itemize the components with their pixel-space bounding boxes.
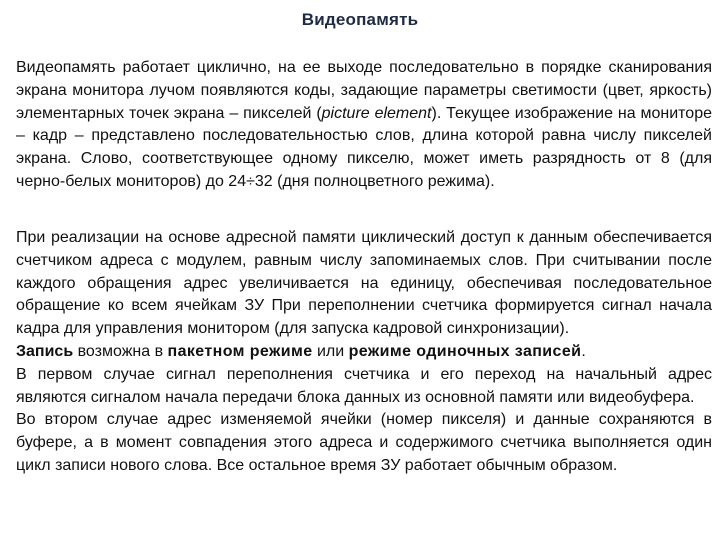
p2-write-modes-line (16, 341, 712, 364)
paragraph-2 (16, 227, 712, 478)
slide-title: Видеопамять (301, 10, 419, 29)
write-end-text: . (581, 342, 586, 360)
picture-element-term: picture element (321, 104, 432, 122)
write-keyword: Запись (16, 342, 74, 360)
paragraph-1 (16, 57, 712, 194)
burst-mode-term: пакетном режиме (167, 342, 313, 360)
single-write-mode-term: режиме одиночных записей (348, 342, 582, 360)
write-or-text: или (312, 342, 349, 360)
write-mid-text: возможна в (73, 342, 168, 360)
p2-addressing-text: При реализации на основе адресной памяти циклический доступ к данным обеспечивается счетчиком адреса с модулем, равным числу запоминаемых слов. При считывании после каждого обращения адрес увеличивается на единицу, обеспечивая последовательное обращение ко всем ячейкам ЗУ При переполнении счетчика формируется сигнал начала кадра для управления монитором (для запуска кадровой синхронизации). (16, 229, 712, 338)
p2-second-case-text: Во втором случае адрес изменяемой ячейки (номер пикселя) и данные сохраняются в буфере, а в момент совпадения этого адреса и содержимого счетчика выполняется один цикл записи нового слова. Все остальное время ЗУ работает обычным образом. (16, 411, 712, 474)
p2-first-case-text: В первом случае сигнал переполнения счетчика и его переход на начальный адрес являются сигналом начала передачи блока данных из основной памяти или видеобуфера. (16, 365, 712, 406)
p1-sentence-1: Видеопамять работает циклично, на ее выходе последовательно в порядке сканирования экрана монитора лучом появляются коды, задающие параметры светимости (цвет, яркость) элементарных точек экрана – пикселей ( (16, 59, 712, 122)
p1-sentence-2: ). Текущее изображение на мониторе – кадр – представлено последовательностью слов, длина которой равна числу пикселей экрана. Слово, соответствующее одному пикселю, может иметь разрядность от 8 (для черно-белых мониторов) до 24÷32 (дня полноцветного режима). (16, 104, 712, 190)
